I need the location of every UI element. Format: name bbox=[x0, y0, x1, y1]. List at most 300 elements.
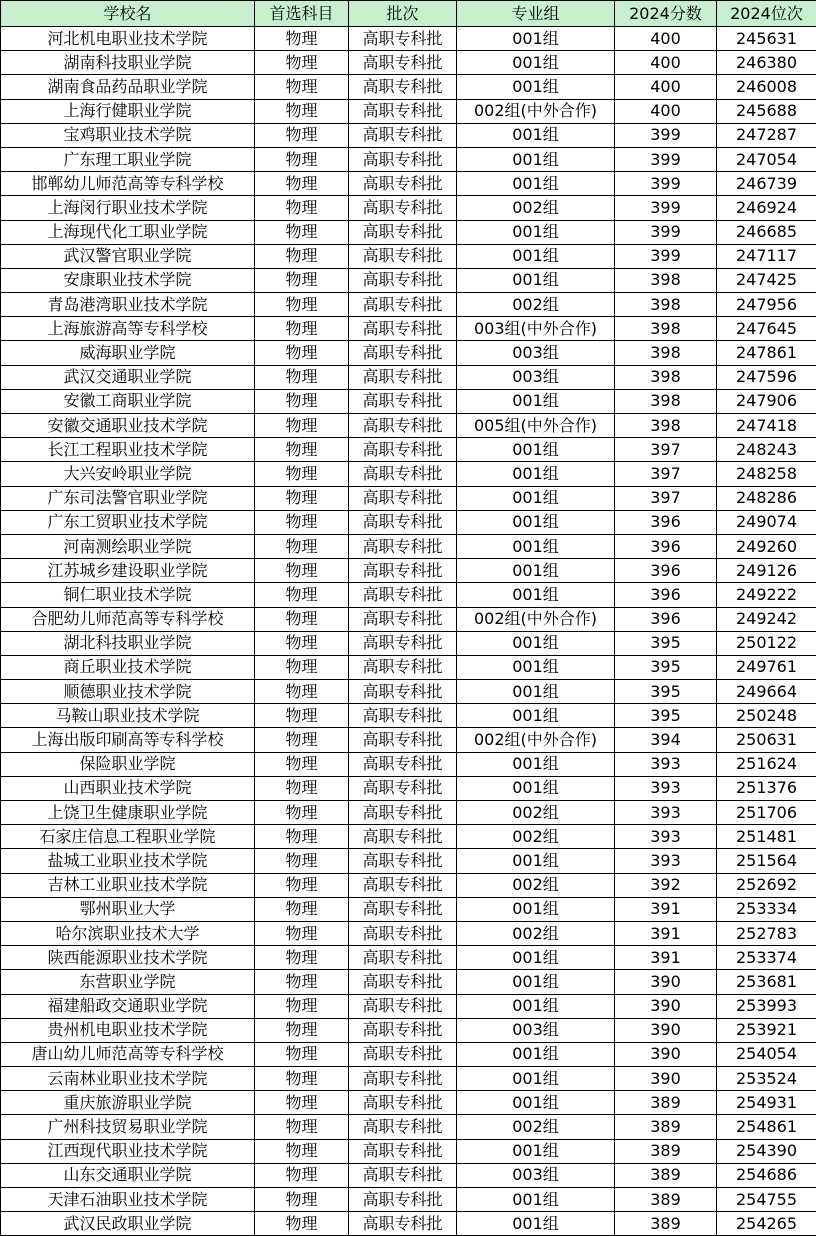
table-row bbox=[1, 680, 816, 704]
cell-score: 398 bbox=[615, 317, 717, 341]
cell-major-group: 001组 bbox=[457, 123, 615, 147]
cell-subject: 物理 bbox=[255, 341, 349, 365]
cell-rank: 253374 bbox=[717, 946, 816, 970]
cell-batch: 高职专科批 bbox=[349, 510, 457, 534]
cell-subject: 物理 bbox=[255, 196, 349, 220]
cell-score: 400 bbox=[615, 99, 717, 123]
cell-batch: 高职专科批 bbox=[349, 1042, 457, 1066]
cell-subject: 物理 bbox=[255, 268, 349, 292]
table-row bbox=[1, 655, 816, 679]
cell-major-group: 002组 bbox=[457, 921, 615, 945]
cell-score: 393 bbox=[615, 801, 717, 825]
cell-score: 390 bbox=[615, 1042, 717, 1066]
cell-major-group: 001组 bbox=[457, 849, 615, 873]
cell-subject: 物理 bbox=[255, 1163, 349, 1187]
table-row bbox=[1, 607, 816, 631]
table-row bbox=[1, 27, 816, 51]
cell-score: 396 bbox=[615, 534, 717, 558]
cell-school-name: 宝鸡职业技术学院 bbox=[1, 123, 255, 147]
cell-subject: 物理 bbox=[255, 1018, 349, 1042]
cell-subject: 物理 bbox=[255, 752, 349, 776]
cell-batch: 高职专科批 bbox=[349, 946, 457, 970]
cell-major-group: 001组 bbox=[457, 147, 615, 171]
table-row bbox=[1, 801, 816, 825]
cell-score: 396 bbox=[615, 607, 717, 631]
cell-school-name: 山东交通职业学院 bbox=[1, 1163, 255, 1187]
cell-major-group: 001组 bbox=[457, 462, 615, 486]
cell-major-group: 001组 bbox=[457, 946, 615, 970]
cell-subject: 物理 bbox=[255, 970, 349, 994]
cell-batch: 高职专科批 bbox=[349, 704, 457, 728]
cell-rank: 249761 bbox=[717, 655, 816, 679]
cell-score: 399 bbox=[615, 147, 717, 171]
table-row bbox=[1, 704, 816, 728]
cell-school-name: 天津石油职业技术学院 bbox=[1, 1188, 255, 1212]
cell-major-group: 001组 bbox=[457, 1042, 615, 1066]
table-body bbox=[1, 27, 816, 1236]
cell-subject: 物理 bbox=[255, 1067, 349, 1091]
cell-batch: 高职专科批 bbox=[349, 1188, 457, 1212]
cell-rank: 249222 bbox=[717, 583, 816, 607]
cell-subject: 物理 bbox=[255, 776, 349, 800]
cell-score: 390 bbox=[615, 1018, 717, 1042]
cell-school-name: 广东司法警官职业学院 bbox=[1, 486, 255, 510]
cell-rank: 247861 bbox=[717, 341, 816, 365]
cell-major-group: 001组 bbox=[457, 1212, 615, 1236]
table-row bbox=[1, 268, 816, 292]
cell-major-group: 001组 bbox=[457, 559, 615, 583]
cell-major-group: 001组 bbox=[457, 970, 615, 994]
cell-subject: 物理 bbox=[255, 559, 349, 583]
cell-rank: 248243 bbox=[717, 438, 816, 462]
cell-subject: 物理 bbox=[255, 317, 349, 341]
table-row bbox=[1, 172, 816, 196]
cell-subject: 物理 bbox=[255, 414, 349, 438]
table-row bbox=[1, 99, 816, 123]
table-row bbox=[1, 1188, 816, 1212]
cell-score: 397 bbox=[615, 438, 717, 462]
table-row bbox=[1, 317, 816, 341]
cell-score: 389 bbox=[615, 1188, 717, 1212]
cell-school-name: 云南林业职业技术学院 bbox=[1, 1067, 255, 1091]
cell-rank: 252783 bbox=[717, 921, 816, 945]
cell-subject: 物理 bbox=[255, 123, 349, 147]
cell-rank: 251564 bbox=[717, 849, 816, 873]
cell-school-name: 青岛港湾职业技术学院 bbox=[1, 293, 255, 317]
cell-major-group: 002组 bbox=[457, 293, 615, 317]
cell-major-group: 001组 bbox=[457, 75, 615, 99]
cell-subject: 物理 bbox=[255, 607, 349, 631]
cell-batch: 高职专科批 bbox=[349, 123, 457, 147]
cell-score: 390 bbox=[615, 994, 717, 1018]
cell-major-group: 001组 bbox=[457, 897, 615, 921]
cell-batch: 高职专科批 bbox=[349, 365, 457, 389]
cell-subject: 物理 bbox=[255, 946, 349, 970]
cell-score: 397 bbox=[615, 486, 717, 510]
cell-subject: 物理 bbox=[255, 704, 349, 728]
table-row bbox=[1, 873, 816, 897]
table-row bbox=[1, 220, 816, 244]
cell-batch: 高职专科批 bbox=[349, 51, 457, 75]
cell-batch: 高职专科批 bbox=[349, 897, 457, 921]
cell-major-group: 001组 bbox=[457, 172, 615, 196]
table-row bbox=[1, 123, 816, 147]
cell-batch: 高职专科批 bbox=[349, 293, 457, 317]
cell-score: 390 bbox=[615, 1067, 717, 1091]
cell-score: 389 bbox=[615, 1139, 717, 1163]
header-subject: 首选科目 bbox=[255, 1, 349, 27]
cell-subject: 物理 bbox=[255, 631, 349, 655]
cell-batch: 高职专科批 bbox=[349, 99, 457, 123]
cell-school-name: 上饶卫生健康职业学院 bbox=[1, 801, 255, 825]
cell-subject: 物理 bbox=[255, 849, 349, 873]
table-row bbox=[1, 825, 816, 849]
cell-major-group: 003组 bbox=[457, 1163, 615, 1187]
cell-rank: 254931 bbox=[717, 1091, 816, 1115]
cell-school-name: 河北机电职业技术学院 bbox=[1, 27, 255, 51]
table-row bbox=[1, 559, 816, 583]
table-row bbox=[1, 946, 816, 970]
cell-batch: 高职专科批 bbox=[349, 172, 457, 196]
cell-batch: 高职专科批 bbox=[349, 559, 457, 583]
cell-score: 393 bbox=[615, 849, 717, 873]
cell-score: 398 bbox=[615, 365, 717, 389]
cell-batch: 高职专科批 bbox=[349, 341, 457, 365]
cell-subject: 物理 bbox=[255, 897, 349, 921]
cell-rank: 253681 bbox=[717, 970, 816, 994]
table-row bbox=[1, 510, 816, 534]
cell-major-group: 001组 bbox=[457, 244, 615, 268]
cell-batch: 高职专科批 bbox=[349, 1139, 457, 1163]
cell-score: 396 bbox=[615, 559, 717, 583]
cell-school-name: 福建船政交通职业学院 bbox=[1, 994, 255, 1018]
table-row bbox=[1, 1042, 816, 1066]
cell-subject: 物理 bbox=[255, 462, 349, 486]
cell-school-name: 哈尔滨职业技术大学 bbox=[1, 921, 255, 945]
cell-school-name: 吉林工业职业技术学院 bbox=[1, 873, 255, 897]
cell-score: 397 bbox=[615, 462, 717, 486]
cell-major-group: 002组(中外合作) bbox=[457, 607, 615, 631]
cell-rank: 253524 bbox=[717, 1067, 816, 1091]
cell-batch: 高职专科批 bbox=[349, 849, 457, 873]
cell-major-group: 001组 bbox=[457, 680, 615, 704]
cell-school-name: 铜仁职业技术学院 bbox=[1, 583, 255, 607]
table-row bbox=[1, 293, 816, 317]
cell-school-name: 广东工贸职业技术学院 bbox=[1, 510, 255, 534]
cell-score: 390 bbox=[615, 970, 717, 994]
cell-school-name: 上海旅游高等专科学校 bbox=[1, 317, 255, 341]
table-row bbox=[1, 631, 816, 655]
cell-major-group: 001组 bbox=[457, 51, 615, 75]
cell-rank: 251706 bbox=[717, 801, 816, 825]
cell-major-group: 003组 bbox=[457, 365, 615, 389]
cell-subject: 物理 bbox=[255, 75, 349, 99]
cell-batch: 高职专科批 bbox=[349, 776, 457, 800]
cell-rank: 250248 bbox=[717, 704, 816, 728]
table-row bbox=[1, 51, 816, 75]
cell-subject: 物理 bbox=[255, 172, 349, 196]
header-batch: 批次 bbox=[349, 1, 457, 27]
cell-school-name: 武汉交通职业学院 bbox=[1, 365, 255, 389]
cell-subject: 物理 bbox=[255, 438, 349, 462]
cell-rank: 249126 bbox=[717, 559, 816, 583]
table-row bbox=[1, 849, 816, 873]
cell-batch: 高职专科批 bbox=[349, 728, 457, 752]
cell-school-name: 威海职业学院 bbox=[1, 341, 255, 365]
cell-batch: 高职专科批 bbox=[349, 462, 457, 486]
cell-major-group: 002组 bbox=[457, 801, 615, 825]
cell-rank: 253993 bbox=[717, 994, 816, 1018]
cell-major-group: 002组 bbox=[457, 873, 615, 897]
cell-score: 392 bbox=[615, 873, 717, 897]
cell-score: 389 bbox=[615, 1212, 717, 1236]
cell-score: 393 bbox=[615, 825, 717, 849]
cell-school-name: 商丘职业技术学院 bbox=[1, 655, 255, 679]
table-row bbox=[1, 752, 816, 776]
table-row bbox=[1, 438, 816, 462]
cell-score: 391 bbox=[615, 897, 717, 921]
cell-school-name: 邯郸幼儿师范高等专科学校 bbox=[1, 172, 255, 196]
cell-subject: 物理 bbox=[255, 994, 349, 1018]
cell-rank: 254054 bbox=[717, 1042, 816, 1066]
cell-school-name: 江苏城乡建设职业学院 bbox=[1, 559, 255, 583]
cell-batch: 高职专科批 bbox=[349, 438, 457, 462]
cell-school-name: 广州科技贸易职业学院 bbox=[1, 1115, 255, 1139]
cell-rank: 247906 bbox=[717, 389, 816, 413]
table-row bbox=[1, 1115, 816, 1139]
cell-batch: 高职专科批 bbox=[349, 680, 457, 704]
cell-subject: 物理 bbox=[255, 244, 349, 268]
cell-school-name: 顺德职业技术学院 bbox=[1, 680, 255, 704]
cell-rank: 251481 bbox=[717, 825, 816, 849]
cell-subject: 物理 bbox=[255, 1042, 349, 1066]
cell-rank: 254390 bbox=[717, 1139, 816, 1163]
cell-batch: 高职专科批 bbox=[349, 27, 457, 51]
cell-batch: 高职专科批 bbox=[349, 268, 457, 292]
cell-major-group: 002组 bbox=[457, 196, 615, 220]
cell-rank: 253921 bbox=[717, 1018, 816, 1042]
cell-score: 393 bbox=[615, 776, 717, 800]
cell-rank: 246008 bbox=[717, 75, 816, 99]
cell-subject: 物理 bbox=[255, 534, 349, 558]
cell-batch: 高职专科批 bbox=[349, 196, 457, 220]
cell-major-group: 001组 bbox=[457, 438, 615, 462]
table-row bbox=[1, 1139, 816, 1163]
cell-rank: 247287 bbox=[717, 123, 816, 147]
cell-school-name: 石家庄信息工程职业学院 bbox=[1, 825, 255, 849]
table-row bbox=[1, 341, 816, 365]
cell-rank: 251624 bbox=[717, 752, 816, 776]
cell-major-group: 001组 bbox=[457, 1067, 615, 1091]
cell-batch: 高职专科批 bbox=[349, 534, 457, 558]
cell-subject: 物理 bbox=[255, 655, 349, 679]
table-row bbox=[1, 728, 816, 752]
table-row bbox=[1, 897, 816, 921]
table-row bbox=[1, 994, 816, 1018]
header-score: 2024分数 bbox=[615, 1, 717, 27]
cell-subject: 物理 bbox=[255, 921, 349, 945]
table-row bbox=[1, 414, 816, 438]
cell-major-group: 002组 bbox=[457, 825, 615, 849]
table-row bbox=[1, 1091, 816, 1115]
cell-rank: 249664 bbox=[717, 680, 816, 704]
cell-score: 393 bbox=[615, 752, 717, 776]
cell-major-group: 001组 bbox=[457, 220, 615, 244]
cell-school-name: 上海闵行职业技术学院 bbox=[1, 196, 255, 220]
cell-subject: 物理 bbox=[255, 365, 349, 389]
cell-subject: 物理 bbox=[255, 27, 349, 51]
cell-major-group: 001组 bbox=[457, 994, 615, 1018]
cell-school-name: 贵州机电职业技术学院 bbox=[1, 1018, 255, 1042]
cell-school-name: 武汉警官职业学院 bbox=[1, 244, 255, 268]
cell-subject: 物理 bbox=[255, 583, 349, 607]
cell-major-group: 001组 bbox=[457, 534, 615, 558]
cell-school-name: 湖北科技职业学院 bbox=[1, 631, 255, 655]
cell-batch: 高职专科批 bbox=[349, 317, 457, 341]
cell-batch: 高职专科批 bbox=[349, 220, 457, 244]
cell-score: 398 bbox=[615, 293, 717, 317]
cell-rank: 252692 bbox=[717, 873, 816, 897]
header-major-group: 专业组 bbox=[457, 1, 615, 27]
cell-batch: 高职专科批 bbox=[349, 1067, 457, 1091]
cell-score: 399 bbox=[615, 196, 717, 220]
cell-score: 398 bbox=[615, 268, 717, 292]
cell-batch: 高职专科批 bbox=[349, 1163, 457, 1187]
cell-rank: 247596 bbox=[717, 365, 816, 389]
cell-school-name: 盐城工业职业技术学院 bbox=[1, 849, 255, 873]
cell-subject: 物理 bbox=[255, 825, 349, 849]
cell-batch: 高职专科批 bbox=[349, 607, 457, 631]
cell-rank: 247956 bbox=[717, 293, 816, 317]
cell-rank: 246924 bbox=[717, 196, 816, 220]
cell-batch: 高职专科批 bbox=[349, 994, 457, 1018]
cell-school-name: 重庆旅游职业学院 bbox=[1, 1091, 255, 1115]
cell-score: 398 bbox=[615, 389, 717, 413]
table-row bbox=[1, 147, 816, 171]
cell-major-group: 002组 bbox=[457, 1115, 615, 1139]
cell-school-name: 唐山幼儿师范高等专科学校 bbox=[1, 1042, 255, 1066]
cell-major-group: 001组 bbox=[457, 655, 615, 679]
cell-batch: 高职专科批 bbox=[349, 1091, 457, 1115]
table-row bbox=[1, 1018, 816, 1042]
cell-subject: 物理 bbox=[255, 680, 349, 704]
cell-major-group: 001组 bbox=[457, 631, 615, 655]
table-row bbox=[1, 462, 816, 486]
table-row bbox=[1, 583, 816, 607]
cell-score: 400 bbox=[615, 27, 717, 51]
cell-subject: 物理 bbox=[255, 801, 349, 825]
cell-school-name: 武汉民政职业学院 bbox=[1, 1212, 255, 1236]
cell-school-name: 山西职业技术学院 bbox=[1, 776, 255, 800]
cell-school-name: 安康职业技术学院 bbox=[1, 268, 255, 292]
cell-score: 399 bbox=[615, 123, 717, 147]
cell-major-group: 001组 bbox=[457, 776, 615, 800]
cell-score: 391 bbox=[615, 921, 717, 945]
cell-major-group: 001组 bbox=[457, 752, 615, 776]
table-row bbox=[1, 921, 816, 945]
cell-school-name: 湖南科技职业学院 bbox=[1, 51, 255, 75]
cell-major-group: 001组 bbox=[457, 1139, 615, 1163]
cell-batch: 高职专科批 bbox=[349, 75, 457, 99]
cell-school-name: 大兴安岭职业学院 bbox=[1, 462, 255, 486]
cell-score: 395 bbox=[615, 704, 717, 728]
cell-batch: 高职专科批 bbox=[349, 873, 457, 897]
cell-rank: 246380 bbox=[717, 51, 816, 75]
cell-major-group: 001组 bbox=[457, 1188, 615, 1212]
cell-score: 389 bbox=[615, 1091, 717, 1115]
cell-subject: 物理 bbox=[255, 147, 349, 171]
cell-school-name: 鄂州职业大学 bbox=[1, 897, 255, 921]
cell-rank: 246739 bbox=[717, 172, 816, 196]
table-row bbox=[1, 196, 816, 220]
cell-major-group: 003组(中外合作) bbox=[457, 317, 615, 341]
table-row bbox=[1, 365, 816, 389]
cell-rank: 254686 bbox=[717, 1163, 816, 1187]
table-row bbox=[1, 776, 816, 800]
cell-rank: 251376 bbox=[717, 776, 816, 800]
cell-rank: 253334 bbox=[717, 897, 816, 921]
cell-major-group: 001组 bbox=[457, 1091, 615, 1115]
cell-school-name: 安徽交通职业技术学院 bbox=[1, 414, 255, 438]
cell-batch: 高职专科批 bbox=[349, 801, 457, 825]
cell-school-name: 上海出版印刷高等专科学校 bbox=[1, 728, 255, 752]
table-row bbox=[1, 1067, 816, 1091]
cell-score: 395 bbox=[615, 631, 717, 655]
cell-score: 400 bbox=[615, 51, 717, 75]
cell-rank: 250122 bbox=[717, 631, 816, 655]
cell-school-name: 陕西能源职业技术学院 bbox=[1, 946, 255, 970]
table-row bbox=[1, 1163, 816, 1187]
table-row bbox=[1, 244, 816, 268]
cell-rank: 254265 bbox=[717, 1212, 816, 1236]
cell-rank: 248258 bbox=[717, 462, 816, 486]
cell-rank: 254755 bbox=[717, 1188, 816, 1212]
cell-rank: 247117 bbox=[717, 244, 816, 268]
cell-major-group: 005组(中外合作) bbox=[457, 414, 615, 438]
cell-major-group: 003组 bbox=[457, 341, 615, 365]
cell-school-name: 上海行健职业学院 bbox=[1, 99, 255, 123]
cell-school-name: 长江工程职业技术学院 bbox=[1, 438, 255, 462]
cell-subject: 物理 bbox=[255, 1091, 349, 1115]
cell-subject: 物理 bbox=[255, 1139, 349, 1163]
cell-school-name: 马鞍山职业技术学院 bbox=[1, 704, 255, 728]
cell-subject: 物理 bbox=[255, 510, 349, 534]
cell-rank: 247425 bbox=[717, 268, 816, 292]
cell-school-name: 河南测绘职业学院 bbox=[1, 534, 255, 558]
cell-batch: 高职专科批 bbox=[349, 583, 457, 607]
cell-rank: 247645 bbox=[717, 317, 816, 341]
cell-score: 389 bbox=[615, 1115, 717, 1139]
cell-batch: 高职专科批 bbox=[349, 486, 457, 510]
header-row bbox=[1, 1, 816, 27]
header-rank: 2024位次 bbox=[717, 1, 816, 27]
cell-subject: 物理 bbox=[255, 1212, 349, 1236]
cell-score: 398 bbox=[615, 341, 717, 365]
cell-batch: 高职专科批 bbox=[349, 147, 457, 171]
cell-batch: 高职专科批 bbox=[349, 921, 457, 945]
cell-major-group: 001组 bbox=[457, 510, 615, 534]
cell-score: 398 bbox=[615, 414, 717, 438]
cell-batch: 高职专科批 bbox=[349, 414, 457, 438]
cell-batch: 高职专科批 bbox=[349, 752, 457, 776]
cell-school-name: 湖南食品药品职业学院 bbox=[1, 75, 255, 99]
cell-batch: 高职专科批 bbox=[349, 1018, 457, 1042]
cell-score: 395 bbox=[615, 680, 717, 704]
cell-subject: 物理 bbox=[255, 51, 349, 75]
cell-score: 396 bbox=[615, 510, 717, 534]
cell-subject: 物理 bbox=[255, 1115, 349, 1139]
cell-school-name: 广东理工职业学院 bbox=[1, 147, 255, 171]
